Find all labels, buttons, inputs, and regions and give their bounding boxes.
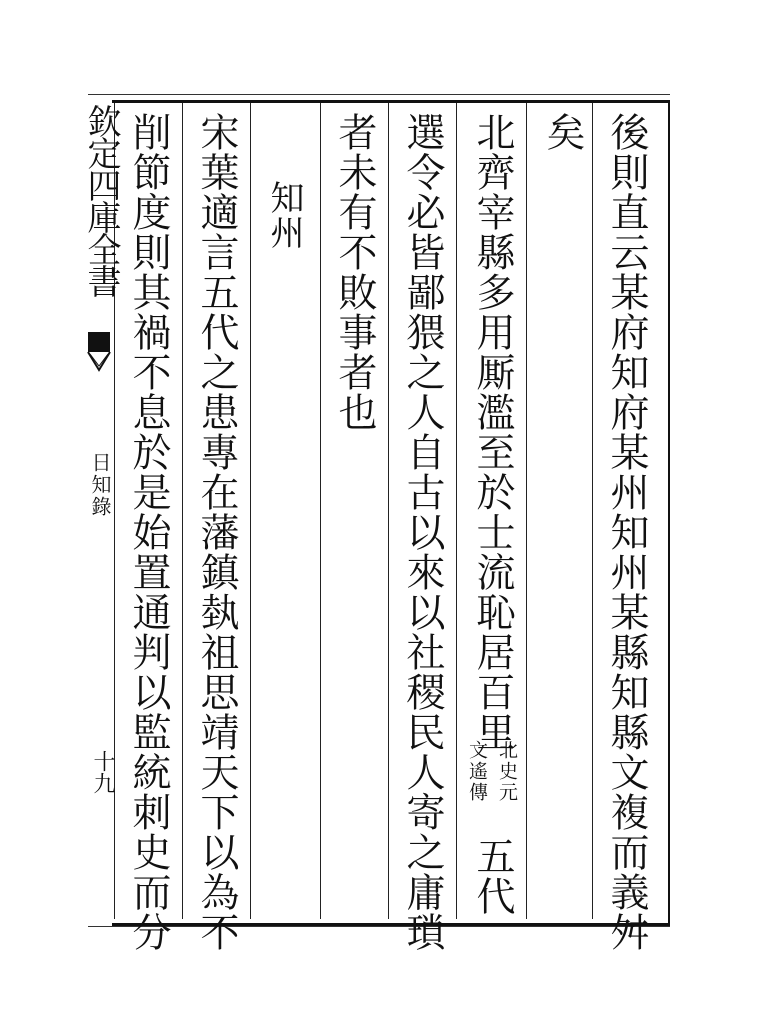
frame-bottom-line (88, 926, 670, 927)
text-column-3-tail: 五代 (470, 836, 515, 916)
column-rule (526, 103, 527, 919)
column-rule (388, 103, 389, 919)
text-column-4: 選令必皆鄙猥之人自古以來以社稷民人寄之庸瑣 (400, 112, 445, 952)
inline-note-right: 北史元 (496, 740, 518, 803)
text-column-2: 矣 (540, 112, 585, 152)
inline-note-left: 文遙傳 (466, 740, 488, 803)
text-column-8: 削節度則其禍不息於是始置通判以監統刺史而分 (126, 112, 171, 952)
column-rule (592, 103, 593, 919)
text-column-7: 宋葉適言五代之患專在藩鎮埶祖思靖天下以為不 (194, 112, 239, 952)
text-column-1: 後則直云某府知府某州知州某縣知縣文複而義舛 (604, 112, 649, 952)
column-rule (320, 103, 321, 919)
book-title: 欽定四庫全書 (81, 104, 121, 296)
frame-top-line (88, 94, 670, 95)
column-rule (250, 103, 251, 919)
text-column-3: 北齊宰縣多用厮濫至於士流恥居百里 (470, 112, 515, 752)
work-title: 日知錄 (88, 452, 112, 518)
text-column-5: 者未有不敗事者也 (332, 112, 377, 432)
section-heading: 知州 (264, 180, 304, 250)
column-rule (182, 103, 183, 919)
page-number: 十九 (90, 750, 115, 794)
fishtail-mark-icon (86, 330, 112, 374)
column-rule (456, 103, 457, 919)
